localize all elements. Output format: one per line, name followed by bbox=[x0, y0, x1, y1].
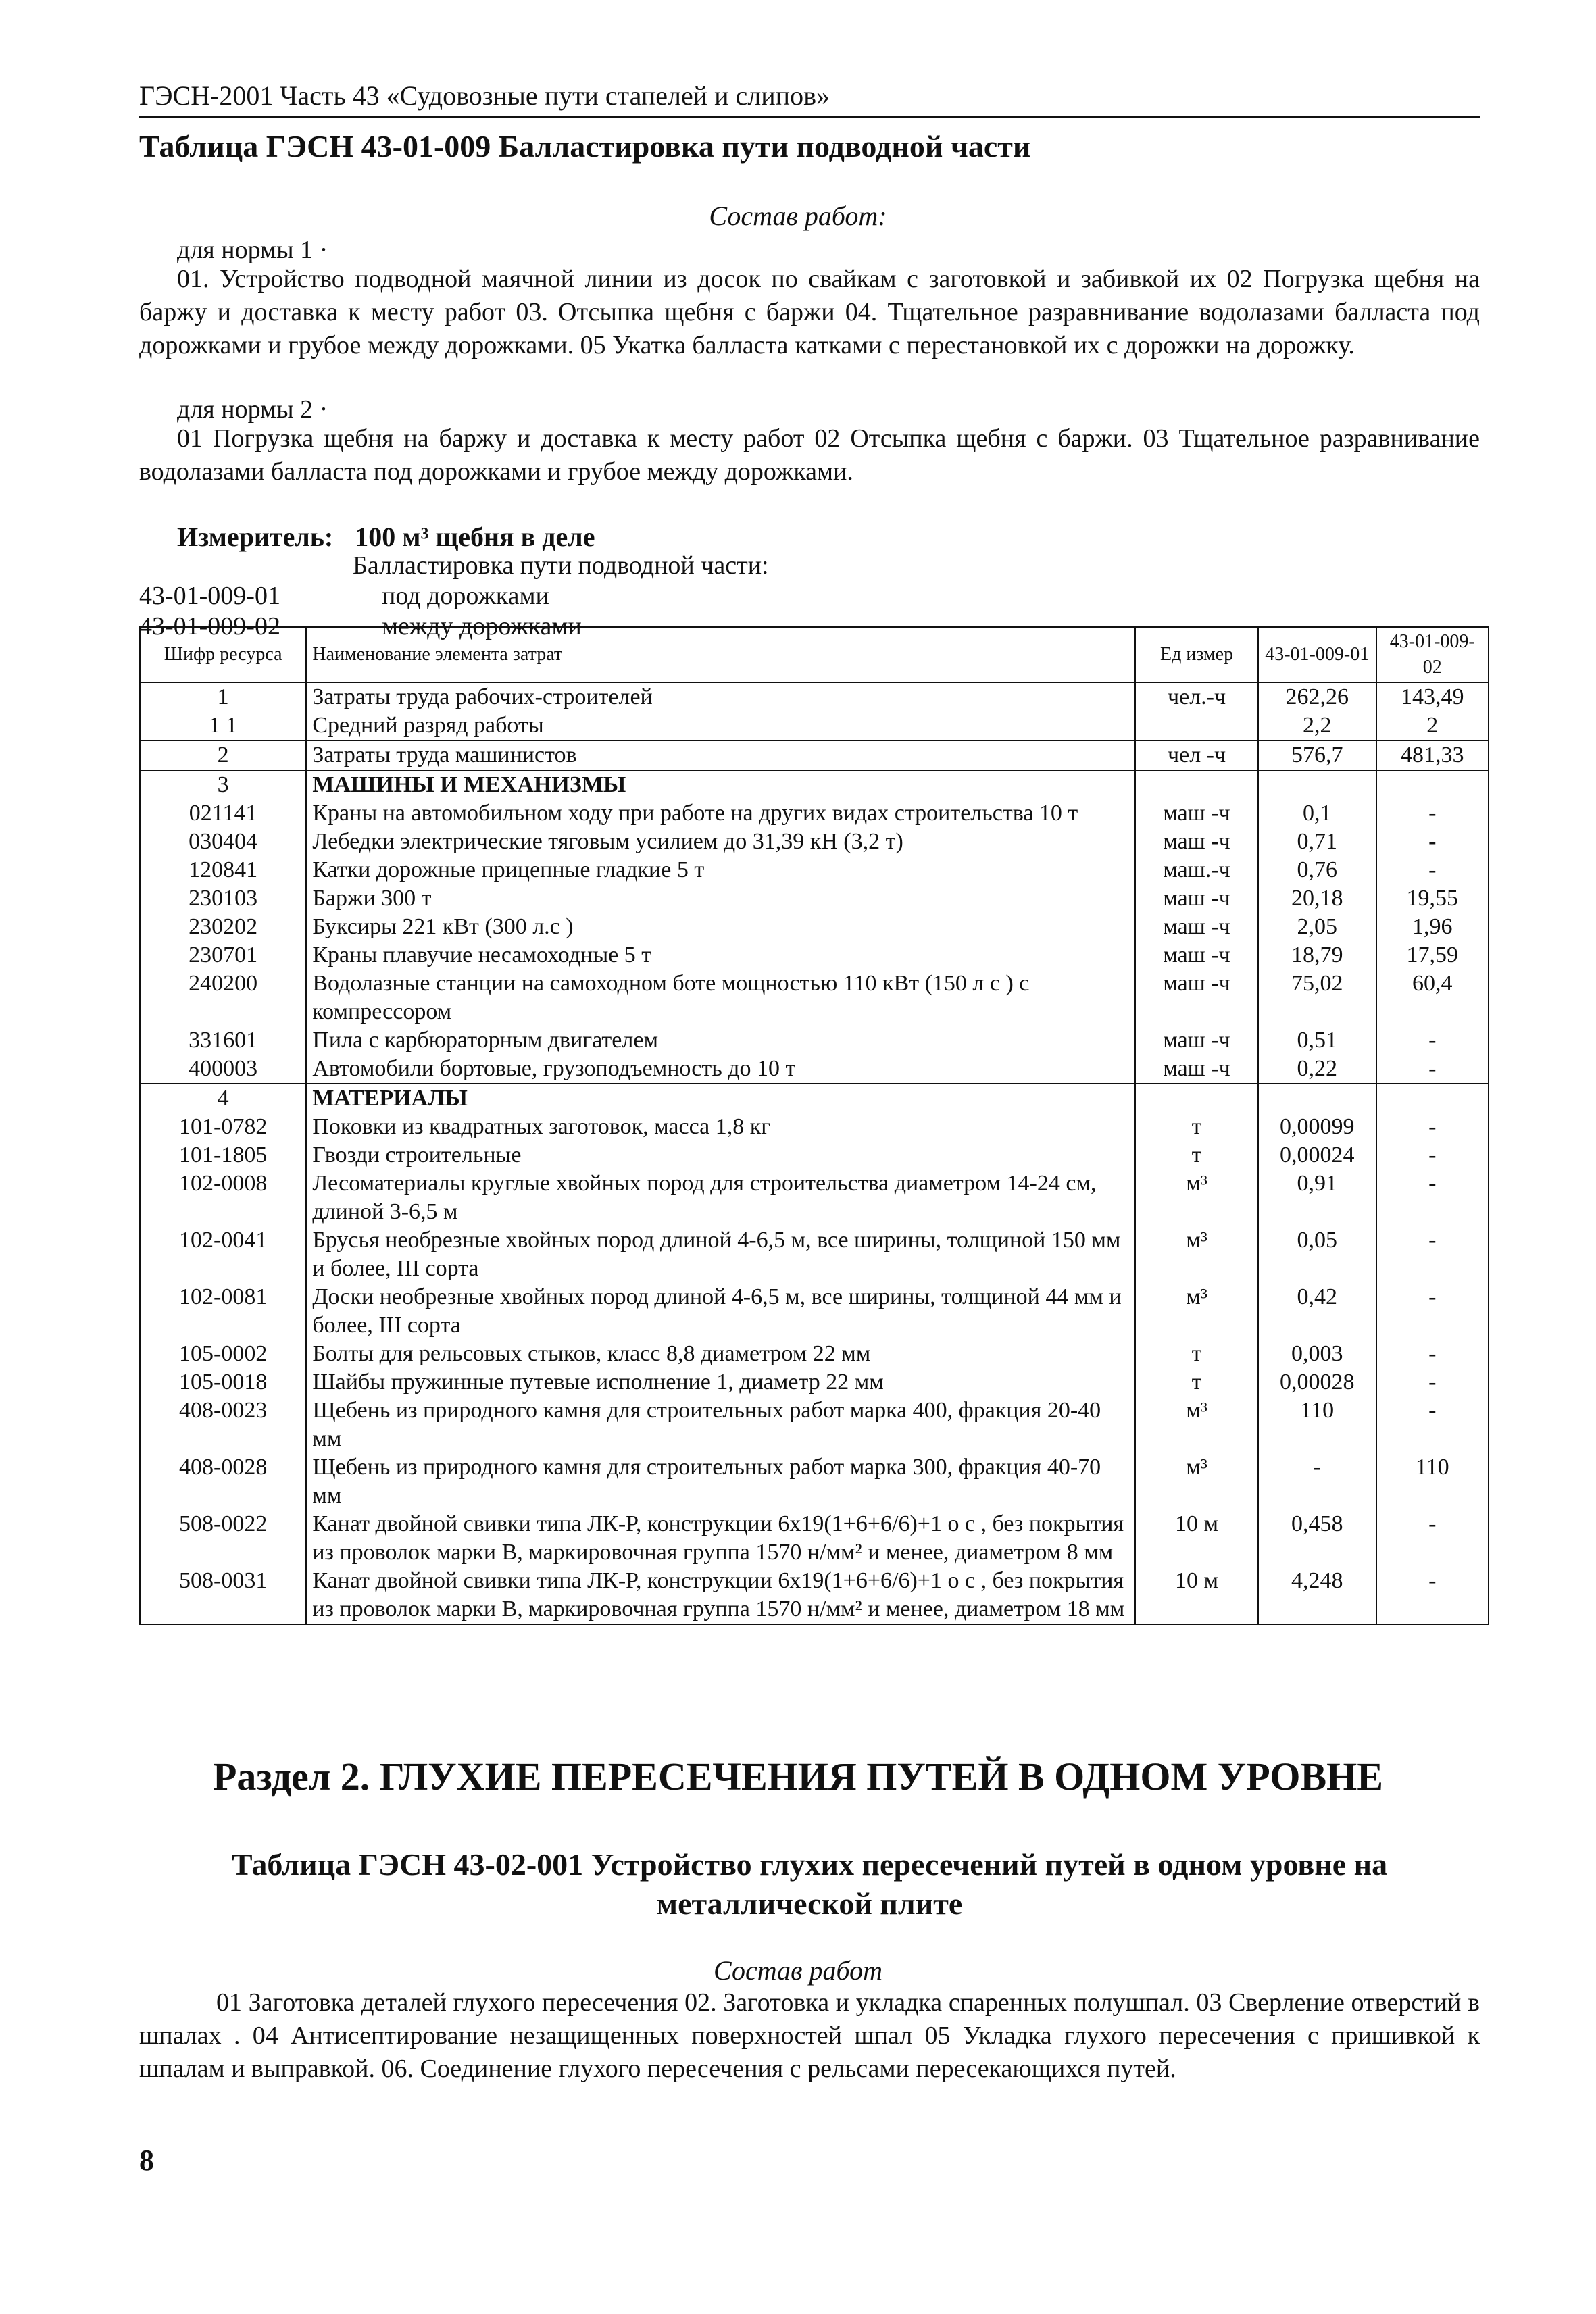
row-name: МАШИНЫ И МЕХАНИЗМЫ bbox=[306, 770, 1135, 799]
row-norm2: 2 bbox=[1376, 711, 1489, 740]
row-norm2: 110 bbox=[1376, 1453, 1489, 1510]
table-row bbox=[140, 1510, 1489, 1567]
row-unit bbox=[1135, 1084, 1258, 1113]
row-unit: маш -ч bbox=[1135, 799, 1258, 828]
row-code: 021141 bbox=[140, 799, 306, 828]
row-norm2: - bbox=[1376, 1397, 1489, 1453]
row-norm1: - bbox=[1258, 1453, 1376, 1510]
code2-text: между дорожками bbox=[382, 612, 582, 640]
row-name: Щебень из природного камня для строительных работ марка 400, фракция 20-40 мм bbox=[306, 1397, 1135, 1453]
row-name: Автомобили бортовые, грузоподъемность до 10 т bbox=[306, 1055, 1135, 1084]
row-norm2: - bbox=[1376, 1026, 1489, 1055]
table-row bbox=[140, 1368, 1489, 1397]
row-name: Краны на автомобильном ходу при работе на других видах строительства 10 т bbox=[306, 799, 1135, 828]
table-row bbox=[140, 1113, 1489, 1141]
row-norm1: 0,003 bbox=[1258, 1340, 1376, 1368]
row-unit bbox=[1135, 770, 1258, 799]
table-row bbox=[140, 856, 1489, 884]
row-norm2 bbox=[1376, 770, 1489, 799]
row-unit: 10 м bbox=[1135, 1567, 1258, 1624]
norm1-label: для нормы 1 · bbox=[177, 236, 328, 264]
table-row bbox=[140, 884, 1489, 913]
row-code: 240200 bbox=[140, 970, 306, 1026]
col-header-unit: Ед измер bbox=[1135, 627, 1258, 682]
row-norm2: 1,96 bbox=[1376, 913, 1489, 941]
table2-text: 01 Заготовка деталей глухого пересечения 02. Заготовка и укладка спаренных полушпал. 03 Сверление отверстий в шпалах . 04 Антисептирование незащищенных поверхностей шпал 05 Укладка глухого пересечения с пришивкой к шпалам и выправкой. 06. Соединение глухого пересечения с рельсами пересекающихся путей. bbox=[139, 1988, 1480, 2083]
row-name: Баржи 300 т bbox=[306, 884, 1135, 913]
row-unit: чел -ч bbox=[1135, 740, 1258, 770]
table-row bbox=[140, 1283, 1489, 1340]
row-code: 508-0022 bbox=[140, 1510, 306, 1567]
row-name: Лесоматериалы круглые хвойных пород для строительства диаметром 14-24 см, длиной 3-6,5 м bbox=[306, 1169, 1135, 1226]
table-body bbox=[140, 682, 1489, 1624]
row-code: 4 bbox=[140, 1084, 306, 1113]
running-header: ГЭСН-2001 Часть 43 «Судовозные пути стапелей и слипов» bbox=[139, 80, 830, 111]
measure-line bbox=[139, 521, 595, 553]
row-norm1: 4,248 bbox=[1258, 1567, 1376, 1624]
row-code: 508-0031 bbox=[140, 1567, 306, 1624]
table-row bbox=[140, 941, 1489, 970]
row-name: Лебедки электрические тяговым усилием до 31,39 кН (3,2 т) bbox=[306, 828, 1135, 856]
row-unit: 10 м bbox=[1135, 1510, 1258, 1567]
row-name: Краны плавучие несамоходные 5 т bbox=[306, 941, 1135, 970]
row-code: 331601 bbox=[140, 1026, 306, 1055]
row-norm1: 0,05 bbox=[1258, 1226, 1376, 1283]
norms-table bbox=[139, 626, 1489, 1625]
table-row bbox=[140, 913, 1489, 941]
table2-title: Таблица ГЭСН 43-02-001 Устройство глухих пересечений путей в одном уровне на металлической плите bbox=[231, 1847, 1388, 1921]
table1-title: Таблица ГЭСН 43-01-009 Балластировка пути подводной части bbox=[139, 129, 1031, 164]
row-name: Гвозди строительные bbox=[306, 1141, 1135, 1169]
row-name: Пила с карбюраторным двигателем bbox=[306, 1026, 1135, 1055]
row-unit: маш -ч bbox=[1135, 1055, 1258, 1084]
row-norm2: 17,59 bbox=[1376, 941, 1489, 970]
row-norm1: 110 bbox=[1258, 1397, 1376, 1453]
row-norm1: 576,7 bbox=[1258, 740, 1376, 770]
row-norm1: 262,26 bbox=[1258, 682, 1376, 711]
code2: 43-01-009-02 bbox=[139, 612, 280, 640]
col-header-name: Наименование элемента затрат bbox=[306, 627, 1135, 682]
row-norm2: - bbox=[1376, 1283, 1489, 1340]
row-code: 102-0008 bbox=[140, 1169, 306, 1226]
row-norm1: 20,18 bbox=[1258, 884, 1376, 913]
row-code: 101-0782 bbox=[140, 1113, 306, 1141]
row-name: Шайбы пружинные путевые исполнение 1, диаметр 22 мм bbox=[306, 1368, 1135, 1397]
measure-value: 100 м³ щебня в деле bbox=[355, 522, 595, 552]
row-norm1: 0,00099 bbox=[1258, 1113, 1376, 1141]
table-row bbox=[140, 1084, 1489, 1113]
row-norm2: 143,49 bbox=[1376, 682, 1489, 711]
norm2-label: для нормы 2 · bbox=[177, 395, 328, 424]
norm2-text: 01 Погрузка щебня на баржу и доставка к месту работ 02 Отсыпка щебня с баржи. 03 Тщательное разравнивание водолазами балласта под дорожками и грубое между дорожками. bbox=[139, 424, 1480, 486]
row-code: 408-0028 bbox=[140, 1453, 306, 1510]
code1-text: под дорожками bbox=[382, 582, 549, 610]
row-code: 230202 bbox=[140, 913, 306, 941]
table1-sostav-label: Состав работ: bbox=[709, 201, 887, 231]
row-name: Щебень из природного камня для строительных работ марка 300, фракция 40-70 мм bbox=[306, 1453, 1135, 1510]
row-name: Буксиры 221 кВт (300 л.с ) bbox=[306, 913, 1135, 941]
row-name: Водолазные станции на самоходном боте мощностью 110 кВт (150 л с ) с компрессором bbox=[306, 970, 1135, 1026]
group-label: Балластировка пути подводной части: bbox=[353, 551, 769, 580]
row-unit: м³ bbox=[1135, 1397, 1258, 1453]
page-number: 8 bbox=[139, 2144, 154, 2177]
row-name: Канат двойной свивки типа ЛК-Р, конструкции 6х19(1+6+6/6)+1 о с , без покрытия из проволок марки В, маркировочная группа 1570 н/мм² и менее, диаметром 8 мм bbox=[306, 1510, 1135, 1567]
row-norm1: 0,00028 bbox=[1258, 1368, 1376, 1397]
row-norm2: 481,33 bbox=[1376, 740, 1489, 770]
row-norm1 bbox=[1258, 1084, 1376, 1113]
row-name: Затраты труда рабочих-строителей bbox=[306, 682, 1135, 711]
row-unit: чел.-ч bbox=[1135, 682, 1258, 711]
row-name: Затраты труда машинистов bbox=[306, 740, 1135, 770]
header-rule bbox=[139, 116, 1480, 118]
row-code: 2 bbox=[140, 740, 306, 770]
row-unit: м³ bbox=[1135, 1226, 1258, 1283]
table-row bbox=[140, 1169, 1489, 1226]
row-norm1: 0,51 bbox=[1258, 1026, 1376, 1055]
row-unit: маш -ч bbox=[1135, 941, 1258, 970]
row-unit: м³ bbox=[1135, 1169, 1258, 1226]
row-code: 3 bbox=[140, 770, 306, 799]
row-norm2: - bbox=[1376, 1567, 1489, 1624]
measure-label: Измеритель: bbox=[177, 522, 334, 552]
row-norm1: 0,76 bbox=[1258, 856, 1376, 884]
row-code: 105-0002 bbox=[140, 1340, 306, 1368]
row-norm2: - bbox=[1376, 1226, 1489, 1283]
table-row bbox=[140, 1055, 1489, 1084]
row-norm1: 0,1 bbox=[1258, 799, 1376, 828]
row-unit: т bbox=[1135, 1113, 1258, 1141]
norm1-text: 01. Устройство подводной маячной линии из досок по свайкам с заготовкой и забивкой их 02 Погрузка щебня на баржу и доставка к месту работ 03. Отсыпка щебня с баржи 04. Тщательное разравнивание водолазами балласта под дорожками и грубое между дорожками. 05 Укатка балласта катками с перестановкой их с дорожки на дорожку. bbox=[139, 265, 1480, 359]
row-code: 400003 bbox=[140, 1055, 306, 1084]
row-norm2: - bbox=[1376, 1113, 1489, 1141]
col-header-norm1: 43-01-009-01 bbox=[1258, 627, 1376, 682]
row-name: Средний разряд работы bbox=[306, 711, 1135, 740]
row-name: Доски необрезные хвойных пород длиной 4-6,5 м, все ширины, толщиной 44 мм и более, III сорта bbox=[306, 1283, 1135, 1340]
table-row bbox=[140, 1397, 1489, 1453]
row-code: 101-1805 bbox=[140, 1141, 306, 1169]
row-norm1: 0,00024 bbox=[1258, 1141, 1376, 1169]
row-unit bbox=[1135, 711, 1258, 740]
row-norm2: 60,4 bbox=[1376, 970, 1489, 1026]
row-unit: маш -ч bbox=[1135, 970, 1258, 1026]
table-row bbox=[140, 1026, 1489, 1055]
code1: 43-01-009-01 bbox=[139, 582, 280, 610]
table-row bbox=[140, 711, 1489, 740]
row-norm1: 18,79 bbox=[1258, 941, 1376, 970]
row-name: Болты для рельсовых стыков, класс 8,8 диаметром 22 мм bbox=[306, 1340, 1135, 1368]
table-row bbox=[140, 682, 1489, 711]
row-code: 230103 bbox=[140, 884, 306, 913]
row-name: Катки дорожные прицепные гладкие 5 т bbox=[306, 856, 1135, 884]
row-norm2: - bbox=[1376, 856, 1489, 884]
col-header-code: Шифр ресурса bbox=[140, 627, 306, 682]
table-row bbox=[140, 1567, 1489, 1624]
table-row bbox=[140, 1226, 1489, 1283]
row-unit: т bbox=[1135, 1340, 1258, 1368]
row-norm1: 75,02 bbox=[1258, 970, 1376, 1026]
row-unit: м³ bbox=[1135, 1453, 1258, 1510]
table-row bbox=[140, 740, 1489, 770]
row-norm2: - bbox=[1376, 799, 1489, 828]
row-unit: т bbox=[1135, 1368, 1258, 1397]
row-norm1: 0,22 bbox=[1258, 1055, 1376, 1084]
row-name: Канат двойной свивки типа ЛК-Р, конструкции 6х19(1+6+6/6)+1 о с , без покрытия из проволок марки В, маркировочная группа 1570 н/мм² и менее, диаметром 18 мм bbox=[306, 1567, 1135, 1624]
table-row bbox=[140, 1141, 1489, 1169]
table-row bbox=[140, 828, 1489, 856]
row-norm1: 2,2 bbox=[1258, 711, 1376, 740]
row-norm2 bbox=[1376, 1084, 1489, 1113]
row-name: Брусья необрезные хвойных пород длиной 4-6,5 м, все ширины, толщиной 150 мм и более, III сорта bbox=[306, 1226, 1135, 1283]
row-norm2: - bbox=[1376, 1169, 1489, 1226]
row-unit: м³ bbox=[1135, 1283, 1258, 1340]
row-unit: маш -ч bbox=[1135, 828, 1258, 856]
row-norm2: - bbox=[1376, 1368, 1489, 1397]
row-code: 030404 bbox=[140, 828, 306, 856]
row-code: 102-0041 bbox=[140, 1226, 306, 1283]
table-header-row bbox=[140, 627, 1489, 682]
row-norm2: 19,55 bbox=[1376, 884, 1489, 913]
row-name: МАТЕРИАЛЫ bbox=[306, 1084, 1135, 1113]
row-code: 230701 bbox=[140, 941, 306, 970]
row-unit: маш -ч bbox=[1135, 1026, 1258, 1055]
section2-title: Раздел 2. ГЛУХИЕ ПЕРЕСЕЧЕНИЯ ПУТЕЙ В ОДНОМ УРОВНЕ bbox=[213, 1755, 1383, 1799]
row-unit: маш -ч bbox=[1135, 913, 1258, 941]
row-norm2: - bbox=[1376, 828, 1489, 856]
row-code: 408-0023 bbox=[140, 1397, 306, 1453]
table-row bbox=[140, 770, 1489, 799]
row-name: Поковки из квадратных заготовок, масса 1,8 кг bbox=[306, 1113, 1135, 1141]
row-norm2: - bbox=[1376, 1510, 1489, 1567]
row-code: 105-0018 bbox=[140, 1368, 306, 1397]
table2-sostav-label: Состав работ bbox=[714, 1955, 882, 1986]
row-norm2: - bbox=[1376, 1055, 1489, 1084]
row-unit: маш -ч bbox=[1135, 884, 1258, 913]
row-norm1: 0,458 bbox=[1258, 1510, 1376, 1567]
row-norm1 bbox=[1258, 770, 1376, 799]
col-header-norm2: 43-01-009-02 bbox=[1376, 627, 1489, 682]
row-norm1: 0,42 bbox=[1258, 1283, 1376, 1340]
row-norm1: 0,91 bbox=[1258, 1169, 1376, 1226]
row-norm1: 2,05 bbox=[1258, 913, 1376, 941]
table-row bbox=[140, 1453, 1489, 1510]
table-row bbox=[140, 799, 1489, 828]
row-norm1: 0,71 bbox=[1258, 828, 1376, 856]
row-code: 1 1 bbox=[140, 711, 306, 740]
row-norm2: - bbox=[1376, 1340, 1489, 1368]
row-code: 1 bbox=[140, 682, 306, 711]
table-row bbox=[140, 1340, 1489, 1368]
table-row bbox=[140, 970, 1489, 1026]
row-code: 102-0081 bbox=[140, 1283, 306, 1340]
row-unit: маш.-ч bbox=[1135, 856, 1258, 884]
row-norm2: - bbox=[1376, 1141, 1489, 1169]
row-code: 120841 bbox=[140, 856, 306, 884]
row-unit: т bbox=[1135, 1141, 1258, 1169]
